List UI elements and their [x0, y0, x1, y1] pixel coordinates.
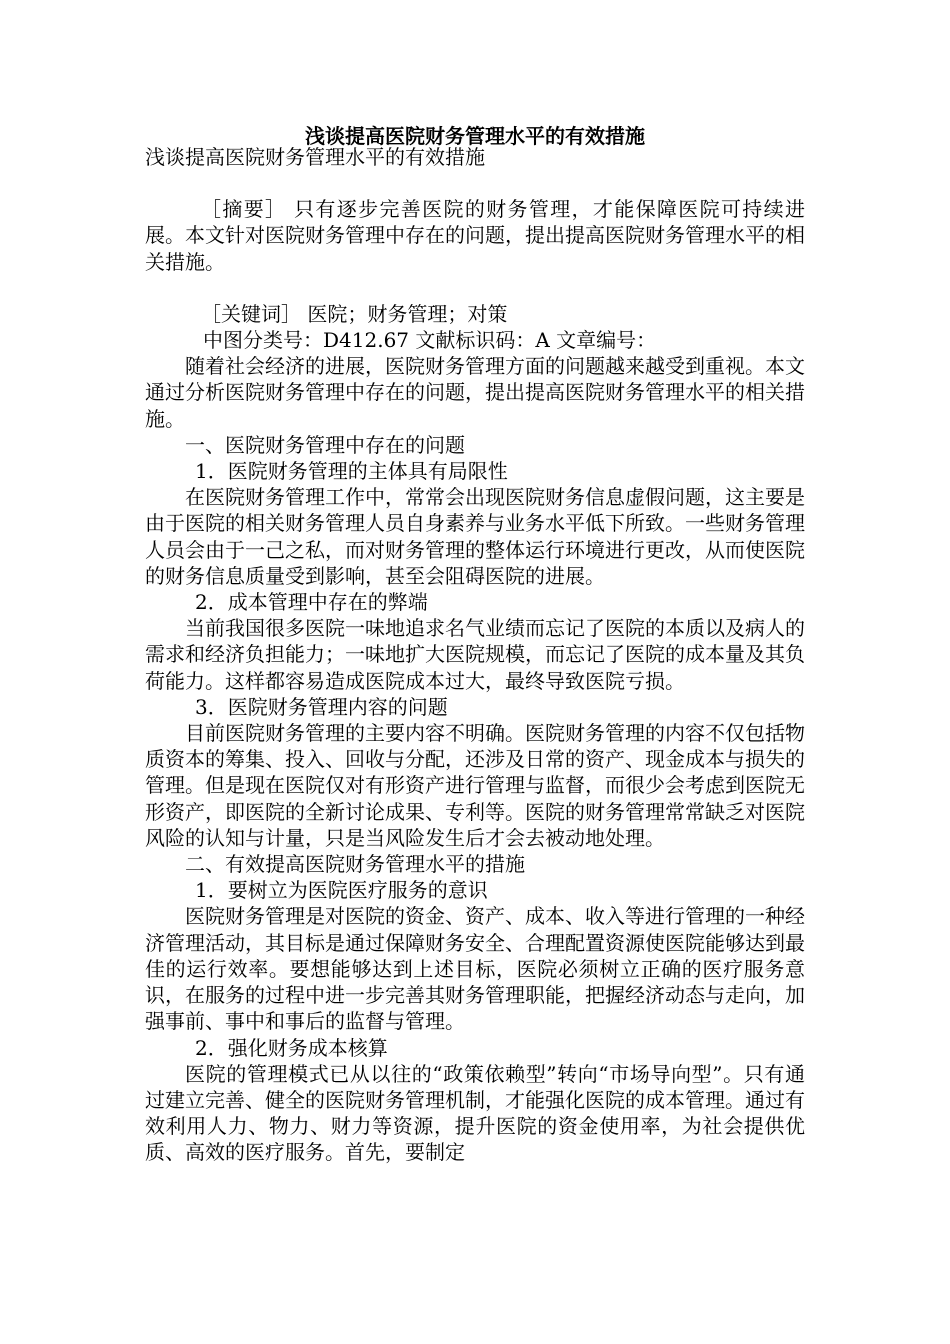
keywords-line: ［关键词］ 医院；财务管理；对策	[201, 301, 508, 326]
paragraph-2-1: 医院财务管理是对医院的资金、资产、成本、收入等进行管理的一种经济管理活动，其目标是通过保障财务安全、合理配置资源使医院能够达到最佳的运行效率。要想能够达到上述目标，医院必须树立正确的医疗服务意识，在服务的过程中进一步完善其财务管理职能，把握经济动态与走向，加强事前、事中和事后的监督与管理。	[145, 904, 805, 1034]
subsection-heading-2-1: 1．要树立为医院医疗服务的意识	[195, 878, 488, 903]
section-heading-1: 一、医院财务管理中存在的问题	[185, 432, 465, 457]
classification-line: 中图分类号：D412.67 文献标识码：A 文章编号：	[203, 328, 657, 353]
abstract-paragraph: ［摘要］ 只有逐步完善医院的财务管理，才能保障医院可持续进展。本文针对医院财务管理中存在的问题，提出提高医院财务管理水平的相关措施。	[145, 197, 805, 274]
subsection-heading-2-2: 2．强化财务成本核算	[195, 1035, 388, 1060]
document-subtitle: 浅谈提高医院财务管理水平的有效措施	[145, 145, 485, 169]
document-title: 浅谈提高医院财务管理水平的有效措施	[305, 124, 645, 148]
paragraph-1-2: 当前我国很多医院一味地追求名气业绩而忘记了医院的本质以及病人的需求和经济负担能力；一味地扩大医院规模，而忘记了医院的成本量及其负荷能力。这样都容易造成医院成本过大，最终导致医院亏损。	[145, 616, 805, 693]
paragraph-2-2: 医院的管理模式已从以往的“政策依赖型”转向“市场导向型”。只有通过建立完善、健全的医院财务管理机制，才能强化医院的成本管理。通过有效利用人力、物力、财力等资源，提升医院的资金使用率，为社会提供优质、高效的医疗服务。首先，要制定	[145, 1061, 805, 1165]
paragraph-1-1: 在医院财务管理工作中，常常会出现医院财务信息虚假问题，这主要是由于医院的相关财务管理人员自身素养与业务水平低下所致。一些财务管理人员会由于一己之私，而对财务管理的整体运行环境进行更改，从而使医院的财务信息质量受到影响，甚至会阻碍医院的进展。	[145, 485, 805, 588]
document-body	[145, 144, 805, 1166]
subsection-heading-1-3: 3．医院财务管理内容的问题	[195, 694, 448, 719]
subsection-heading-1-1: 1．医院财务管理的主体具有局限性	[195, 459, 508, 484]
section-heading-2: 二、有效提高医院财务管理水平的措施	[185, 852, 525, 877]
paragraph-1-3: 目前医院财务管理的主要内容不明确。医院财务管理的内容不仅包括物质资本的筹集、投入、回收与分配，还涉及日常的资产、现金成本与损失的管理。但是现在医院仅对有形资产进行管理与监督，而很少会考虑到医院无形资产，即医院的全新讨论成果、专利等。医院的财务管理常常缺乏对医院风险的认知与计量，只是当风险发生后才会去被动地处理。	[145, 721, 805, 850]
intro-paragraph: 随着社会经济的进展，医院财务管理方面的问题越来越受到重视。本文通过分析医院财务管理中存在的问题，提出提高医院财务管理水平的相关措施。	[145, 354, 805, 431]
subsection-heading-1-2: 2．成本管理中存在的弊端	[195, 590, 428, 615]
